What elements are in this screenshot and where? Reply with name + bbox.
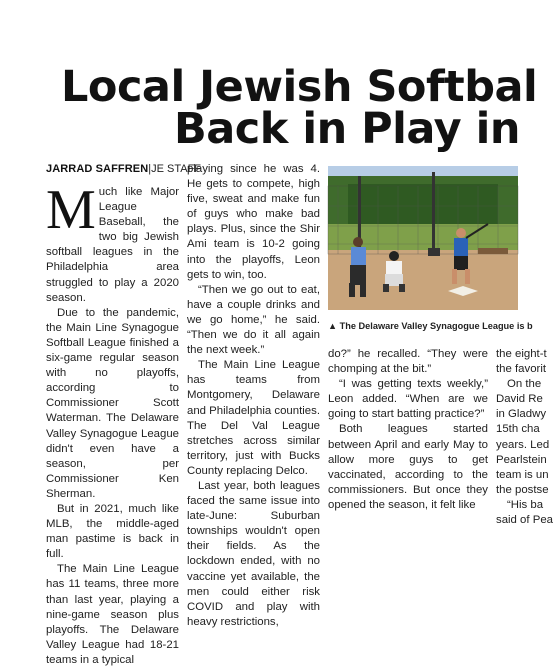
article-paragraph: The Main Line League has teams from Montgomery, Delaware and Philadelphia counties. The Del Val League stretches across similar territory, just with Bucks County replacing Delco. [187,359,320,477]
article-paragraph: “I was getting texts weekly,” Leon added. “When are we going to start batting practice?” [328,378,488,421]
article-paragraph [46,179,179,306]
article-paragraph: The Main Line League has 11 teams, three more than last year, playing a nine-game season plus playoffs. The Delaware Valley League had 18-21 teams in a typical [46,563,179,666]
byline-author[interactable]: JARRAD SAFFREN [46,163,149,175]
col4-line: David Re [496,393,543,406]
col4-line: “His ba [507,498,544,511]
softball-scene-image [328,166,518,310]
photo-caption: ▲ The Delaware Valley Synagogue League is b [328,321,533,331]
col4-line: On the [507,378,542,391]
byline-separator: | [148,163,152,175]
article-column-3 [328,347,488,513]
col4-line: years. Led [496,438,550,451]
drop-cap: M [46,179,96,241]
article-paragraph: Due to the pandemic, the Main Line Synagogue Softball League finished a six-game regular season with no playoffs, according to Commissioner Scott Waterman. The Delaware Valley Synagogue League didn't even have a season, per Commissioner Ken Sherman. [46,306,179,500]
col4-line: Pearlstein [496,453,547,466]
col4-line: team is un [496,468,549,481]
byline-staff: JE STAFF [151,163,202,175]
paragraph-text: uch like Major League Baseball, the two big Jewish softball leagues in the Philadelphia area struggled to play a 2020 season. [46,186,179,304]
headline-line-1: Local Jewish Softbal [61,62,538,112]
col4-line: in Gladwy [496,408,547,421]
col4-line: the eight-t [496,348,547,360]
col4-line: 15th cha [496,423,540,436]
col4-line: the favorit [496,363,547,376]
article-paragraph: But in 2021, much like MLB, the middle-aged man pastime is back in full. [46,502,179,561]
article-paragraph: playing since he was 4. He gets to compete, high five, sweat and make fun of guys who make bad plays. Plus, since the Shir Ami team is 10-2 going into the playoffs, Leon gets to win, too. [187,163,320,281]
article-paragraph: Last year, both leagues faced the same issue into late-June: Suburban townships wouldn't open their fields. As the lockdown ended, with no vaccine yet available, the men could either risk COVID and play with heavy restrictions, [187,479,320,628]
headline-line-2: Back in Play in [174,104,520,154]
article-column-1 [46,162,202,668]
article-paragraph: Both leagues started between April and early May to allow more guys to get vaccinated, according to the commissioners. But once they opened the season, it felt like [328,423,488,511]
article-column-4 [496,347,556,528]
softball-photo [328,166,518,310]
col4-line: the postse [496,483,549,496]
article-column-2 [187,162,320,630]
article-paragraph: “Then we go out to eat, have a couple drinks and we go home,” he said. “Then we do it all again the next week.” [187,283,320,357]
article-paragraph: do?” he recalled. “They were chomping at the bit.” [328,348,488,376]
byline [46,162,202,177]
col4-line: said of Pea [496,514,553,527]
